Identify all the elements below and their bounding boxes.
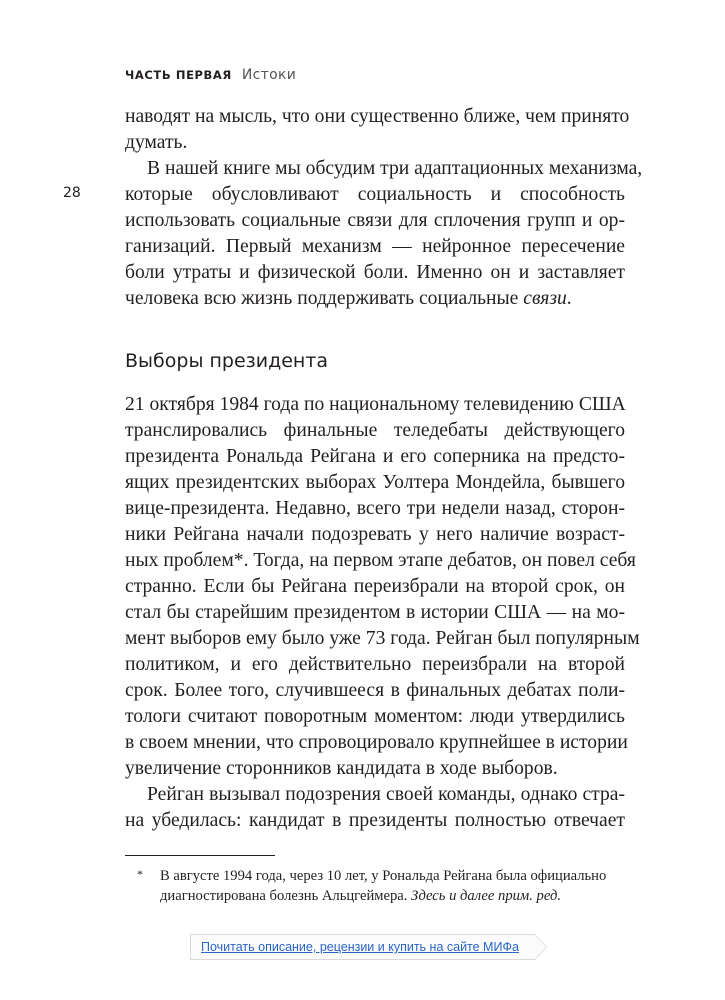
text-line: вице-президента. Недавно, всего три недели назад, сторон- [125, 498, 625, 519]
text-line: наводят на мысль, что они существенно ближе, чем принято [125, 106, 630, 127]
text-line: В нашей книге мы обсудим три адаптационных механизма, [147, 158, 643, 179]
text-line: боли утраты и физической боли. Именно он и заставляет [125, 262, 625, 283]
text-line: политиком, и его действительно переизбрали на второй [125, 654, 625, 675]
text-line: увеличение сторонников кандидата в ходе выборов. [125, 758, 558, 779]
text-line: ящих президентских выборах Уолтера Мондейла, бывшего [125, 472, 625, 493]
running-head [125, 67, 296, 83]
paragraph-suspicion [125, 782, 625, 834]
text-line: стал бы старейшим президентом в истории США — на мо- [125, 602, 625, 623]
text-line: Рейган вызывал подозрения своей команды, однако стра- [147, 784, 625, 805]
text-line-last [125, 286, 625, 312]
paragraph-mechanisms [125, 156, 643, 312]
text-line: президента Рональда Рейгана и его соперника на предсто- [125, 446, 625, 467]
text-line: срок. Более того, случившееся в финальных дебатах поли- [125, 680, 625, 701]
text-line: в своем мнении, что спровоцировало крупнейшее в истории [125, 732, 628, 753]
page-number: 28 [63, 185, 81, 201]
text-fragment: . [566, 288, 572, 309]
running-head-part: ЧАСТЬ ПЕРВАЯ [125, 68, 232, 82]
running-head-title: Истоки [241, 67, 297, 83]
text-line: ники Рейгана начали подозревать у него наличие возраст- [125, 524, 625, 545]
footnote [137, 866, 627, 906]
paragraph-debates [125, 392, 640, 782]
footnote-divider [125, 855, 275, 856]
italic-word: связи [523, 288, 567, 309]
footnote-line [147, 886, 627, 906]
footnote-italic: Здесь и далее прим. ред. [411, 888, 561, 904]
text-line: транслировались финальные теледебаты действующего [125, 420, 625, 441]
text-line: ных проблем*. Тогда, на первом этапе дебатов, он повел себя [125, 550, 636, 571]
text-line: ганизаций. Первый механизм — нейронное пересечение [125, 236, 625, 257]
text-line: думать. [125, 132, 188, 153]
text-line: странно. Если бы Рейгана переизбрали на второй срок, он [125, 576, 625, 597]
paragraph-continued [125, 104, 630, 156]
footnote-marker: * [137, 867, 143, 881]
buy-link-banner[interactable]: Почитать описание, рецензии и купить на сайте МИФа [190, 934, 535, 960]
footnote-line: В августе 1994 года, через 10 лет, у Рональда Рейгана была официально [160, 868, 607, 884]
text-fragment: человека всю жизнь поддерживать социальные [125, 288, 524, 309]
text-line: мент выборов ему было уже 73 года. Рейган был популярным [125, 628, 640, 649]
text-line: 21 октября 1984 года по национальному телевидению США [125, 394, 626, 415]
text-line: которые обусловливают социальность и способность [125, 184, 625, 205]
section-heading: Выборы президента [125, 350, 329, 372]
text-line: использовать социальные связи для сплочения групп и ор- [125, 210, 625, 231]
text-fragment: диагностирована болезнь Альцгеймера. [160, 888, 412, 904]
text-line: на убедилась: кандидат в президенты полностью отвечает [125, 810, 625, 831]
text-line: тологи считают поворотным моментом: люди утвердились [125, 706, 625, 727]
